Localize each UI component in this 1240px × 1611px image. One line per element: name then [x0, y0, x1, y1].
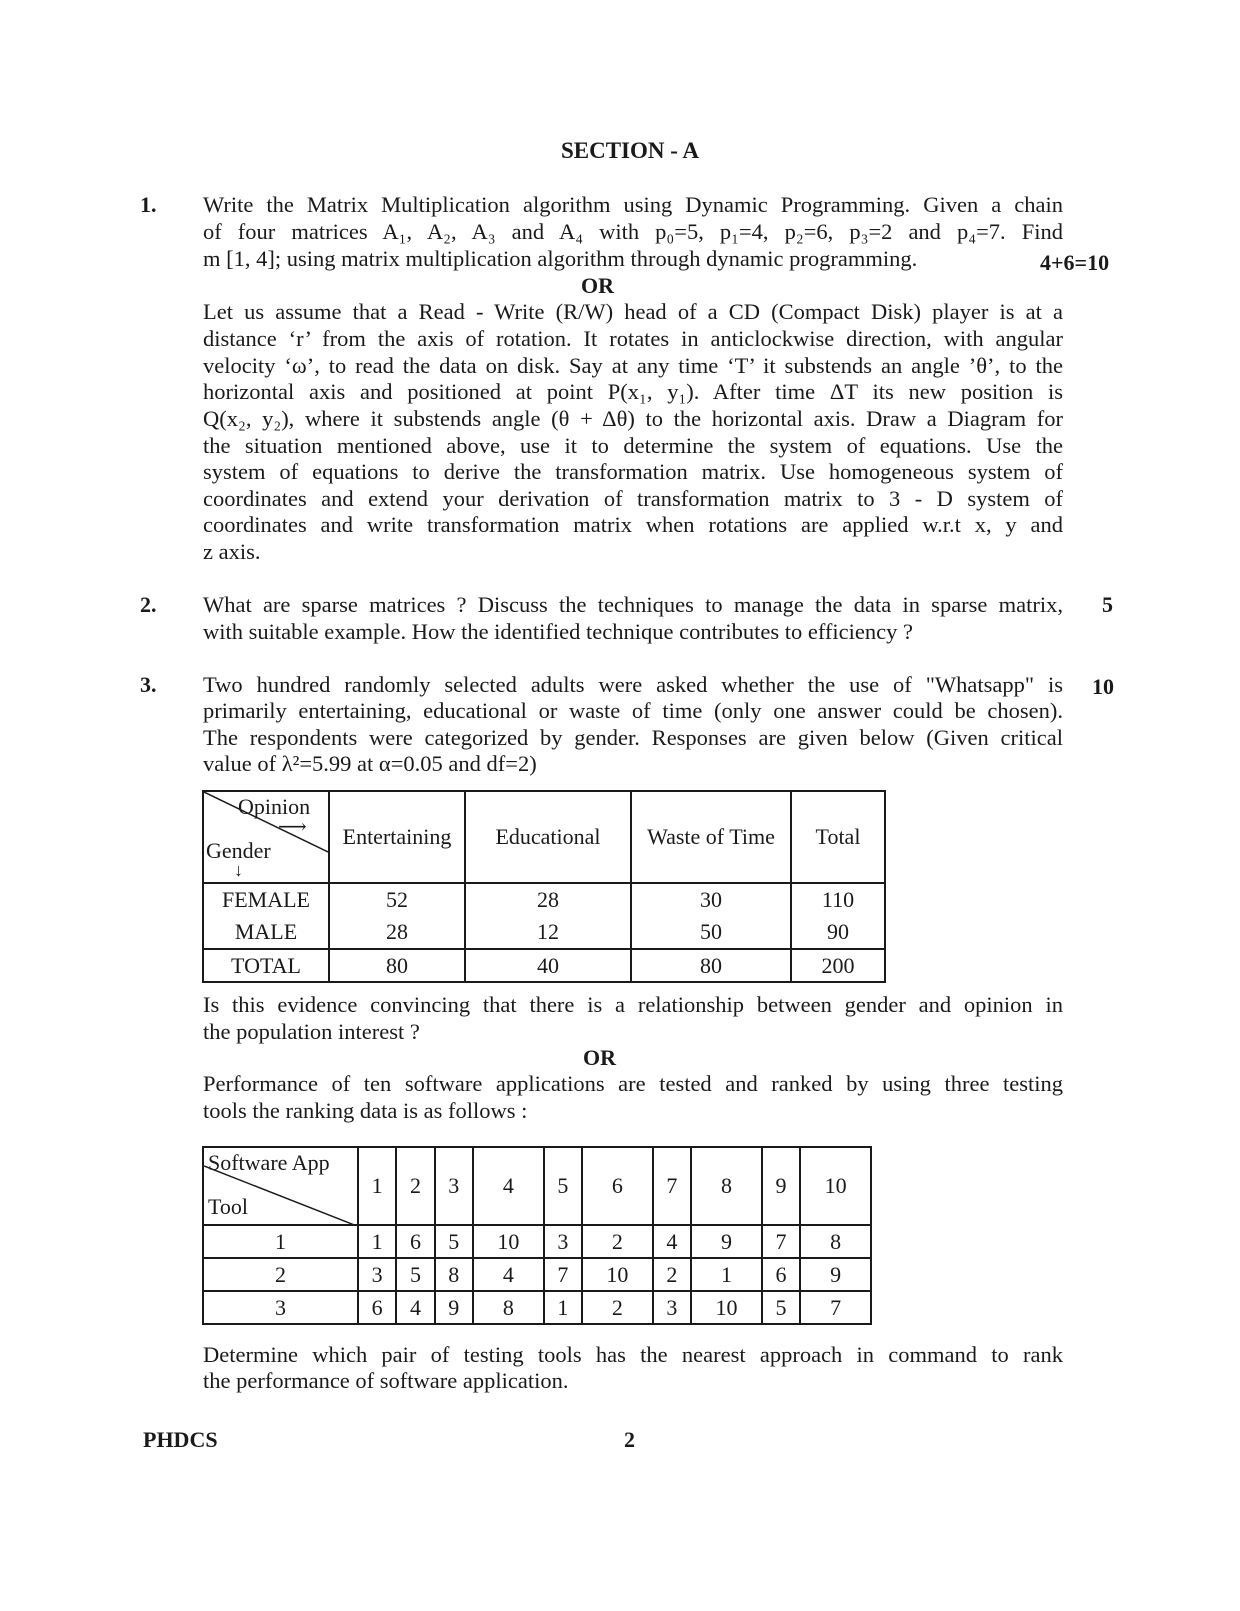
table2-header: 8 — [691, 1147, 762, 1225]
table2-row-label: 1 — [203, 1225, 358, 1258]
table2-row-label: 3 — [203, 1291, 358, 1324]
table1-cell: 30 — [631, 883, 791, 916]
table2-header: 10 — [800, 1147, 871, 1225]
table2-cell: 5 — [435, 1225, 473, 1258]
q1-alt-line-1: Let us assume that a Read - Write (R/W) head of a CD (Compact Disk) player is at a — [203, 299, 1063, 324]
q2-marks: 5 — [1102, 592, 1113, 617]
table1-cell: 52 — [329, 883, 465, 916]
q3-line-2: primarily entertaining, educational or waste of time (only one answer could be chosen). — [203, 698, 1063, 723]
table2-corner-software-app: Software App — [208, 1150, 330, 1175]
q1-line-3: m [1, 4]; using matrix multiplication algorithm through dynamic programming. — [203, 246, 918, 271]
q3-final-line-1: Determine which pair of testing tools has the nearest approach in command to rank — [203, 1342, 1063, 1367]
table1-header-waste: Waste of Time — [631, 791, 791, 883]
table1-cell: 90 — [791, 916, 885, 949]
section-title: SECTION - A — [560, 138, 700, 163]
q1-alt-line-5: Q(x₂, y₂), where it substends angle (θ + Δθ) to the horizontal axis. Draw a Diagram for — [203, 406, 1063, 431]
table1-corner-cell — [203, 791, 329, 883]
q3-after-table-line-2: the population interest ? — [203, 1019, 420, 1044]
table1-cell: 110 — [791, 883, 885, 916]
table2-cell: 8 — [435, 1258, 473, 1291]
table1-row-label: TOTAL — [203, 949, 329, 982]
q2-line-2: with suitable example. How the identified technique contributes to efficiency ? — [203, 619, 913, 644]
table2-cell: 4 — [473, 1258, 544, 1291]
table1-cell: 28 — [465, 883, 631, 916]
table2-cell: 6 — [358, 1291, 396, 1324]
table2-cell: 1 — [544, 1291, 582, 1324]
question-1-number: 1. — [140, 192, 157, 217]
q3-marks: 10 — [1092, 674, 1114, 699]
table1-arrow-down: ↓ — [234, 860, 243, 880]
q1-alt-line-9: coordinates and write transformation matrix when rotations are applied w.r.t x, y and — [203, 512, 1063, 537]
table1-cell: 80 — [329, 949, 465, 982]
q2-line-1: What are sparse matrices ? Discuss the techniques to manage the data in sparse matrix, — [203, 592, 1063, 617]
question-2-number: 2. — [140, 592, 157, 617]
table2-cell: 10 — [473, 1225, 544, 1258]
table2-cell: 9 — [800, 1258, 871, 1291]
software-ranking-table — [202, 1146, 872, 1325]
table1-cell: 28 — [329, 916, 465, 949]
q1-alt-line-10: z axis. — [203, 539, 261, 564]
q1-alt-line-8: coordinates and extend your derivation of transformation matrix to 3 - D system of — [203, 486, 1063, 511]
table2-cell: 6 — [396, 1225, 434, 1258]
table2-cell: 3 — [653, 1291, 691, 1324]
table2-header: 3 — [435, 1147, 473, 1225]
table2-corner-tool: Tool — [208, 1194, 249, 1219]
table2-cell: 2 — [653, 1258, 691, 1291]
table1-header-total: Total — [791, 791, 885, 883]
gender-opinion-table — [202, 790, 886, 983]
table-row — [203, 1291, 871, 1324]
table2-cell: 3 — [544, 1225, 582, 1258]
table1-arrow-right: ⟶ — [278, 816, 307, 838]
q1-line-2: of four matrices A₁, A₂, A₃ and A₄ with p₀=5, p₁=4, p₂=6, p₃=2 and p₄=7. Find — [203, 219, 1063, 244]
footer-page-number: 2 — [624, 1427, 635, 1452]
table2-header: 2 — [396, 1147, 434, 1225]
table2-cell: 1 — [691, 1258, 762, 1291]
q3-line-4: value of λ²=5.99 at α=0.05 and df=2) — [203, 751, 537, 776]
q3-line-3: The respondents were categorized by gender. Responses are given below (Given critical — [203, 725, 1063, 750]
q3-after-table-line-1: Is this evidence convincing that there is a relationship between gender and opinion in — [203, 992, 1063, 1017]
table1-cell: 40 — [465, 949, 631, 982]
table2-cell: 9 — [435, 1291, 473, 1324]
table-row — [203, 1258, 871, 1291]
table1-row-label: MALE — [203, 916, 329, 949]
question-3-number: 3. — [140, 672, 157, 697]
q1-or: OR — [581, 273, 614, 298]
table2-header: 4 — [473, 1147, 544, 1225]
table2-header: 6 — [582, 1147, 653, 1225]
table2-cell: 7 — [544, 1258, 582, 1291]
q3-or: OR — [583, 1045, 616, 1070]
table2-cell: 7 — [762, 1225, 800, 1258]
table2-header: 9 — [762, 1147, 800, 1225]
table2-cell: 3 — [358, 1258, 396, 1291]
q1-alt-line-7: system of equations to derive the transformation matrix. Use homogeneous system of — [203, 459, 1063, 484]
table2-header: 5 — [544, 1147, 582, 1225]
table1-header-educational: Educational — [465, 791, 631, 883]
table1-cell: 12 — [465, 916, 631, 949]
q1-marks: 4+6=10 — [1040, 250, 1110, 275]
table2-cell: 2 — [582, 1225, 653, 1258]
table2-row-label: 2 — [203, 1258, 358, 1291]
table2-cell: 5 — [396, 1258, 434, 1291]
q1-alt-line-6: the situation mentioned above, use it to determine the system of equations. Use the — [203, 433, 1063, 458]
table-row — [203, 1225, 871, 1258]
table1-corner-opinion: Opinion — [238, 794, 311, 819]
q1-alt-line-2: distance ‘r’ from the axis of rotation. It rotates in anticlockwise direction, with angular — [203, 326, 1063, 351]
q3-alt-line-1: Performance of ten software applications are tested and ranked by using three testing — [203, 1071, 1063, 1096]
table2-cell: 9 — [691, 1225, 762, 1258]
table2-cell: 4 — [653, 1225, 691, 1258]
table2-cell: 1 — [358, 1225, 396, 1258]
table2-cell: 2 — [582, 1291, 653, 1324]
table2-cell: 8 — [473, 1291, 544, 1324]
table2-header: 1 — [358, 1147, 396, 1225]
q3-line-1: Two hundred randomly selected adults were asked whether the use of "Whatsapp" is — [203, 672, 1063, 697]
table2-cell: 10 — [582, 1258, 653, 1291]
q3-alt-line-2: tools the ranking data is as follows : — [203, 1098, 528, 1123]
table2-cell: 4 — [396, 1291, 434, 1324]
table2-cell: 5 — [762, 1291, 800, 1324]
table2-cell: 8 — [800, 1225, 871, 1258]
table1-row-label: FEMALE — [203, 883, 329, 916]
table2-cell: 7 — [800, 1291, 871, 1324]
table-row — [203, 883, 885, 916]
table1-cell: 200 — [791, 949, 885, 982]
table-row — [203, 916, 885, 949]
table2-header: 7 — [653, 1147, 691, 1225]
table1-corner-gender: Gender — [206, 838, 271, 863]
q1-alt-line-3: velocity ‘ω’, to read the data on disk. Say at any time ‘T’ it substends an angle ’θ’, to the — [203, 353, 1063, 378]
footer-course-code: PHDCS — [143, 1427, 218, 1452]
table2-cell: 10 — [691, 1291, 762, 1324]
table1-cell: 50 — [631, 916, 791, 949]
q1-line-1: Write the Matrix Multiplication algorithm using Dynamic Programming. Given a chain — [203, 192, 1063, 217]
table1-cell: 80 — [631, 949, 791, 982]
table2-corner-cell — [203, 1147, 358, 1225]
q3-final-line-2: the performance of software application. — [203, 1368, 569, 1393]
table2-cell: 6 — [762, 1258, 800, 1291]
q1-alt-line-4: horizontal axis and positioned at point P(x₁, y₁). After time ΔT its new position is — [203, 379, 1063, 404]
table-row — [203, 949, 885, 982]
table1-header-entertaining: Entertaining — [329, 791, 465, 883]
